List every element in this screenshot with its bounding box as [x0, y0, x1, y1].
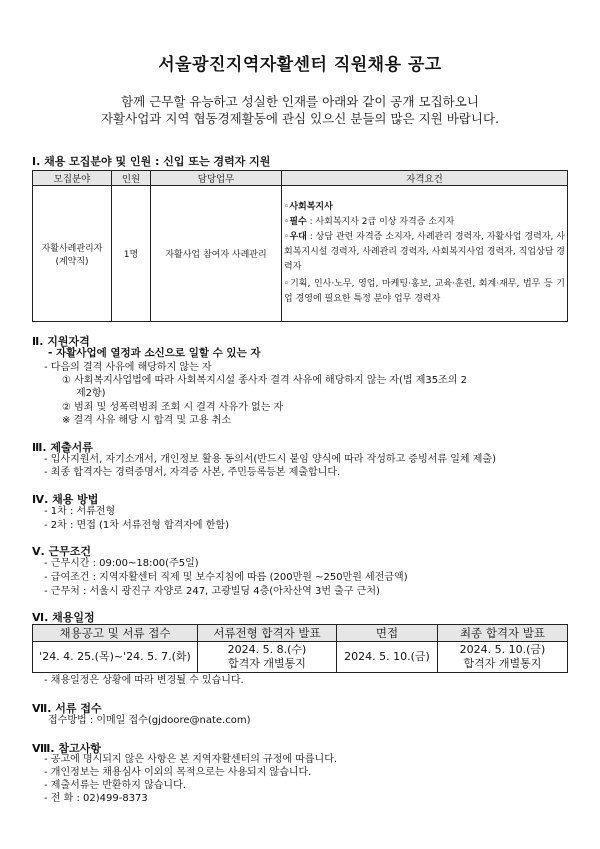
section-8-item-1: - 공고에 명시되지 않은 사항은 본 지역자활센터의 규정에 따릅니다. — [44, 754, 338, 765]
section-2-sub-1b: 제2항) — [76, 388, 106, 399]
schedule-table — [32, 624, 568, 673]
section-7-heading: Ⅶ. 서류 접수 — [32, 702, 102, 715]
section-6-note: - 채용일정은 상황에 따라 변경될 수 있습니다. — [44, 675, 244, 686]
bullet-icon: ◦ — [284, 279, 291, 289]
cell-count: 1명 — [112, 186, 151, 322]
section-2-note: ※ 결격 사유 해당 시 합격 및 고용 취소 — [62, 415, 232, 426]
section-4-heading: Ⅳ. 채용 방법 — [32, 493, 99, 506]
intro-line-1: 함께 근무할 유능하고 성실한 인재를 아래와 같이 공개 모집하오니 — [121, 94, 479, 109]
section-5-item-1: - 근무시간 : 09:00~18:00(주5일) — [44, 558, 199, 569]
schedule-cell-2: 2024. 5. 8.(수) 합격자 개별통지 — [198, 642, 337, 673]
schedule-cell-3: 2024. 5. 10.(금) — [337, 642, 438, 673]
bullet-icon: ◦ — [284, 232, 290, 242]
req-line-4: ◦기획, 인사·노무, 영업, 마케팅·홍보, 교육·훈련, 회계·재무, 법무 등 기업 경영에 필요한 특정 분야 업무 경력자 — [284, 279, 565, 304]
section-2-lead: - 자활사업에 열정과 소신으로 일할 수 있는 자 — [48, 347, 261, 359]
document-title: 서울광진지역자활센터 직원채용 공고 — [158, 55, 442, 75]
req-line-1: ◦사회복지사 — [284, 202, 333, 212]
section-3-item-1: - 입사지원서, 자기소개서, 개인정보 활용 동의서(반드시 붙임 양식에 따라 작성하고 증빙서류 일체 제출) — [44, 454, 496, 465]
cell-field — [33, 186, 112, 322]
recruitment-table — [32, 170, 568, 322]
schedule-cell-4: 2024. 5. 10.(금) 합격자 개별통지 — [438, 642, 568, 673]
section-5-heading: Ⅴ. 근무조건 — [32, 545, 92, 558]
intro-paragraph — [0, 93, 600, 127]
section-4-item-2: - 2차 : 면접 (1차 서류전형 합격자에 한함) — [44, 520, 229, 531]
section-7-item-1: 접수방법 : 이메일 접수(gjdoore@nate.com) — [48, 715, 251, 726]
section-8-item-2: - 개인정보는 채용심사 이외의 목적으로는 사용되지 않습니다. — [44, 767, 312, 778]
section-5-item-3: - 근무처 : 서울시 광진구 자양로 247, 고광빌딩 4층(아차산역 3번 출구 근처) — [44, 586, 380, 597]
section-4-item-1: - 1차 : 서류전형 — [44, 506, 116, 517]
section-3-item-2: - 최종 합격자는 경력증명서, 자격증 사본, 주민등록등본 제출합니다. — [44, 467, 341, 478]
schedule-header-3: 면접 — [337, 625, 438, 642]
schedule-header-1: 채용공고 및 서류 접수 — [33, 625, 198, 642]
section-2-item-1: - 다음의 결격 사유에 해당하지 않는 자 — [44, 362, 212, 373]
schedule-header-4: 최종 합격자 발표 — [438, 625, 568, 642]
intro-line-2: 자활사업과 지역 협동경제활동에 관심 있으신 분들의 많은 지원 바랍니다. — [100, 111, 499, 126]
schedule-header-2: 서류전형 합격자 발표 — [198, 625, 337, 642]
section-2-heading: Ⅱ. 지원자격 — [32, 335, 90, 348]
header-count: 인원 — [112, 171, 151, 186]
schedule-table-header — [33, 625, 568, 642]
field-type: (계약직) — [55, 256, 89, 267]
schedule-cell-1: '24. 4. 25.(목)~'24. 5. 7.(화) — [33, 642, 198, 673]
bullet-icon: ◦ — [284, 202, 290, 212]
req-line-3: ◦우대 : 상담 관련 자격증 소지자, 사례관리 경력자, 자활사업 경력자, 사회복지시설 경력자, 사례관리 경력자, 사회복지사업 경력자, 직업상담 경력자 — [284, 232, 565, 272]
section-8-item-3: - 제출서류는 반환하지 않습니다. — [44, 780, 186, 791]
schedule-table-row — [33, 642, 568, 673]
bullet-icon: ◦ — [284, 217, 290, 227]
field-name: 자활사례관리자 — [41, 243, 103, 254]
cell-duty: 자활사업 참여자 사례관리 — [151, 186, 282, 322]
section-2-sub-1a: ① 사회복지사업법에 따라 사회복지시설 종사자 결격 사유에 해당하지 않는 자(법 제35조의 2 — [62, 375, 468, 386]
header-field: 모집분야 — [33, 171, 112, 186]
section-8-item-4: - 전 화 : 02)499-8373 — [44, 793, 148, 804]
recruitment-table-header — [33, 171, 568, 186]
section-5-item-2: - 급여조건 : 지역자활센터 직제 및 보수지침에 따름 (200만원 ~250만원 세전금액) — [44, 572, 408, 583]
req-line-2: ◦필수 : 사회복지사 2급 이상 자격증 소지자 — [284, 217, 455, 227]
section-3-heading: Ⅲ. 제출서류 — [32, 441, 93, 454]
section-6-heading: Ⅵ. 채용일정 — [32, 611, 95, 624]
section-8-heading: Ⅷ. 참고사항 — [32, 742, 101, 755]
section-1-heading: Ⅰ. 채용 모집분야 및 인원 : 신입 또는 경력자 지원 — [32, 155, 271, 168]
cell-requirements — [282, 186, 568, 322]
header-requirements: 자격요건 — [282, 171, 568, 186]
header-duty: 담당업무 — [151, 171, 282, 186]
section-2-sub-2: ② 범죄 및 성폭력범죄 조회 시 결격 사유가 없는 자 — [62, 402, 284, 413]
recruitment-table-row — [33, 186, 568, 322]
